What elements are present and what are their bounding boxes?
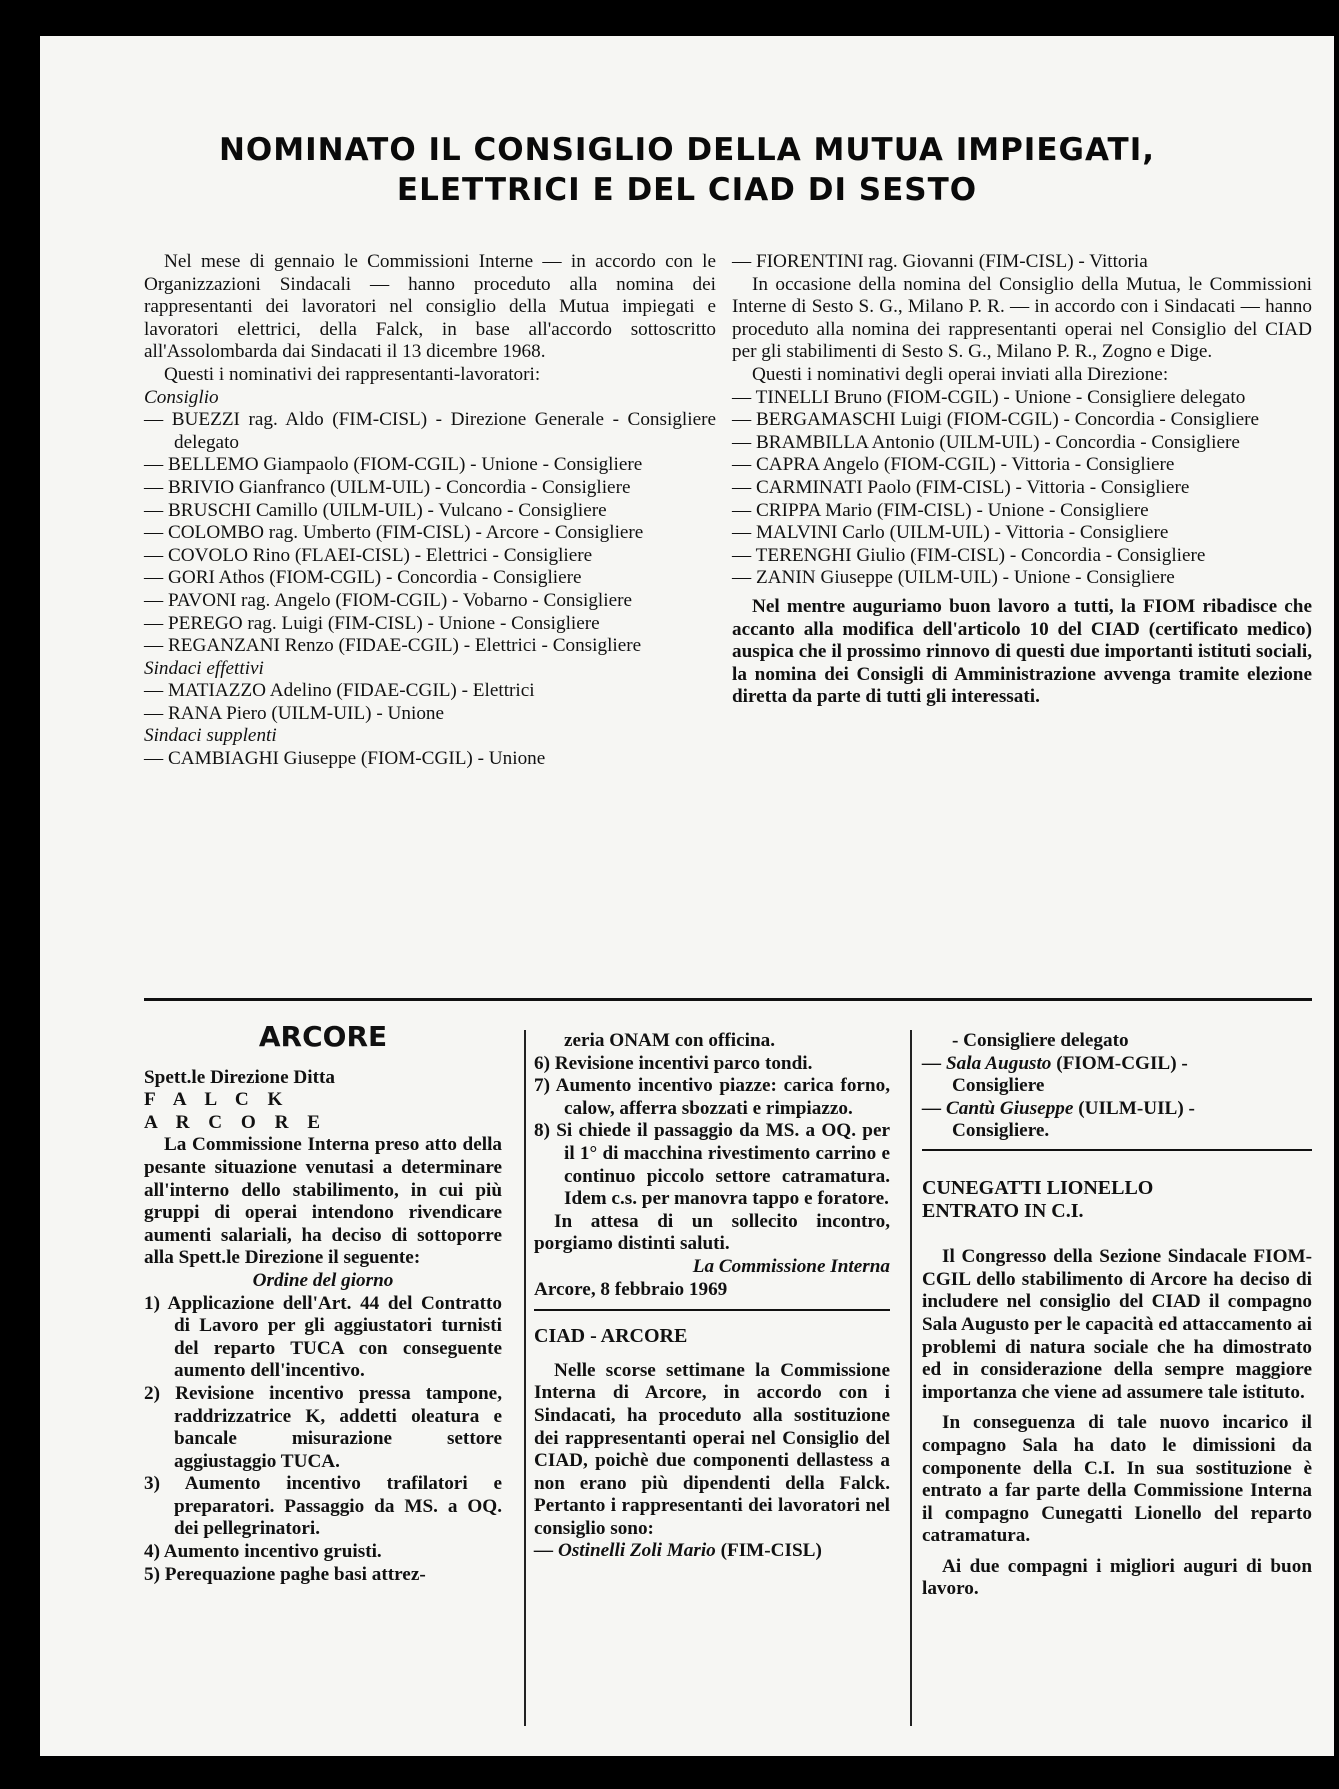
- headline-line-1: NOMINATO IL CONSIGLIO DELLA MUTUA IMPIEGATI,: [218, 132, 1156, 168]
- arcore-column-3: [922, 1030, 1312, 1601]
- sindaci-effettivi-heading: Sindaci effettivi: [144, 657, 264, 679]
- list-item: — CRIPPA Mario (FIM-CISL) - Unione - Consigliere: [732, 499, 1149, 521]
- list-item: — BUEZZI rag. Aldo (FIM-CISL) - Direzione Generale - Consigliere delegato: [144, 409, 716, 453]
- list-item: — FIORENTINI rag. Giovanni (FIM-CISL) - Vittoria: [732, 251, 1148, 272]
- ciad-arcore-body: Nelle scorse settimane la Commissione Interna di Arcore, in accordo con i Sindacati, ha proceduto alla sostituzione dei rappresentanti operai nel Consiglio del CIAD, poichè due componenti dellastess a non erano più dipendenti della Falck. Pertanto i rappresentanti dei lavoratori nel consiglio sono:: [534, 1359, 890, 1539]
- section-divider: [144, 998, 1312, 1001]
- arcore-closing: In attesa di un sollecito incontro, porgiamo distinti saluti.: [534, 1210, 890, 1255]
- list-item: — PAVONI rag. Angelo (FIOM-CGIL) - Vobarno - Consigliere: [144, 589, 633, 611]
- odg-item: 6) Revisione incentivi parco tondi.: [534, 1052, 813, 1074]
- sindaci-supplenti-heading: Sindaci supplenti: [144, 725, 277, 747]
- list-item: — CAPRA Angelo (FIOM-CGIL) - Vittoria - Consigliere: [732, 454, 1175, 476]
- address-line: F A L C K: [144, 1089, 290, 1111]
- odg-item: 4) Aumento incentivo gruisti.: [144, 1541, 382, 1563]
- signature: La Commissione Interna: [692, 1255, 890, 1277]
- consiglio-list: [144, 409, 716, 658]
- list-item: — BRAMBILLA Antonio (UILM-UIL) - Concordia - Consigliere: [732, 431, 1240, 453]
- subsection-divider: [922, 1149, 1312, 1151]
- list-item: — TERENGHI Giulio (FIM-CISL) - Concordia - Consigliere: [732, 544, 1206, 566]
- mutua-column: [144, 251, 716, 771]
- odg-item: 1) Applicazione dell'Art. 44 del Contratto di Lavoro per gli aggiustatori turnisti del reparto TUCA con conseguente aumento dell'incentivo.: [144, 1292, 502, 1382]
- column-divider: [910, 1030, 912, 1726]
- address-line: A R C O R E: [144, 1111, 328, 1133]
- list-item: — TINELLI Bruno (FIOM-CGIL) - Unione - Consigliere delegato: [732, 386, 1246, 408]
- odg-item: 3) Aumento incentivo trafilatori e preparatori. Passaggio da MS. a OQ. dei pellegrinatori.: [144, 1473, 502, 1540]
- member-name: — Sala Augusto: [922, 1052, 1052, 1074]
- cunegatti-paragraph: In conseguenza di tale nuovo incarico il compagno Sala ha dato le dimissioni da componente della C.I. In sua sostituzione è entrato a far parte della Commissione Interna il compagno Cunegatti Lionello del reparto catramatura.: [922, 1412, 1312, 1547]
- address-line: Spett.le Direzione Ditta: [144, 1066, 335, 1088]
- member-name: — Ostinelli Zoli Mario: [534, 1540, 716, 1562]
- letter-date: Arcore, 8 febbraio 1969: [534, 1278, 728, 1300]
- list-item: — ZANIN Giuseppe (UILM-UIL) - Unione - Consigliere: [732, 567, 1175, 589]
- ciad-arcore-heading: CIAD - ARCORE: [534, 1325, 688, 1348]
- list-item: — BRIVIO Gianfranco (UILM-UIL) - Concordia - Consigliere: [144, 476, 631, 498]
- list-item: — BRUSCHI Camillo (UILM-UIL) - Vulcano - Consigliere: [144, 499, 607, 521]
- list-item: — COLOMBO rag. Umberto (FIM-CISL) - Arcore - Consigliere: [144, 522, 644, 544]
- fiom-closing: Nel mentre auguriamo buon lavoro a tutti, la FIOM ribadisce che accanto alla modifica dell'articolo 10 del CIAD (certificato medico) auspica che il prossimo rinnovo di questi due importanti istituti sociali, la nomina dei Consigli di Amministrazione avvenga tramite elezione diretta da parte di tutti gli interessati.: [732, 595, 1312, 708]
- list-item: — CAMBIAGHI Giuseppe (FIOM-CGIL) - Unione: [144, 748, 546, 770]
- member-name: — Cantù Giuseppe: [922, 1097, 1074, 1119]
- list-item: — COVOLO Rino (FLAEI-CISL) - Elettrici - Consigliere: [144, 544, 593, 566]
- arcore-column-1: [144, 1020, 502, 1586]
- consiglio-heading: Consiglio: [144, 386, 219, 408]
- list-item: — CARMINATI Paolo (FIM-CISL) - Vittoria - Consigliere: [732, 476, 1190, 498]
- subsection-divider: [534, 1309, 890, 1311]
- ciad-paragraph: In occasione della nomina del Consiglio della Mutua, le Commissioni Interne di Sesto S. G., Milano P. R. — in accordo con i Sindacati — hanno proceduto alla nomina dei rappresentanti operai nel Consiglio del CIAD per gli stabilimenti di Sesto S. G., Milano P. R., Zogno e Dige.: [732, 273, 1312, 363]
- odg-item: 5) Perequazione paghe basi attrez-: [144, 1563, 426, 1585]
- headline-line-2: ELETTRICI E DEL CIAD DI SESTO: [396, 172, 978, 208]
- cunegatti-paragraph: Ai due compagni i migliori auguri di buon lavoro.: [922, 1555, 1312, 1600]
- cunegatti-heading: CUNEGATTI LIONELLO: [922, 1176, 1154, 1199]
- member-union: (FIOM-CGIL) -: [1051, 1052, 1188, 1074]
- ciad-member: [922, 1053, 1312, 1076]
- member-role: - Consigliere delegato: [952, 1030, 1129, 1051]
- list-item: — GORI Athos (FIOM-CGIL) - Concordia - Consigliere: [144, 567, 582, 589]
- list-intro: Questi i nominativi dei rappresentanti-lavoratori:: [164, 363, 541, 385]
- member-union: (FIM-CISL): [715, 1540, 822, 1562]
- ciad-member: [922, 1098, 1312, 1121]
- list-item: — PEREGO rag. Luigi (FIM-CISL) - Unione - Consigliere: [144, 612, 600, 634]
- ciad-sesto-column: [732, 251, 1312, 709]
- list-item: — BERGAMASCHI Luigi (FIOM-CGIL) - Concordia - Consigliere: [732, 409, 1260, 431]
- arcore-heading: ARCORE: [258, 1020, 388, 1053]
- cunegatti-heading: ENTRATO IN C.I.: [922, 1199, 1084, 1222]
- list-intro: Questi i nominativi degli operai inviati alla Direzione:: [752, 363, 1169, 385]
- odg-item: 8) Si chiede il passaggio da MS. a OQ. per il 1° di macchina rivestimento carrino e continuo piccolo settore catramatura. Idem c.s. per manovra tappo e foratore.: [534, 1120, 890, 1210]
- arcore-column-2: [534, 1030, 890, 1563]
- cunegatti-paragraph: Il Congresso della Sezione Sindacale FIOM-CGIL dello stabilimento di Arcore ha deciso di includere nel consiglio del CIAD il compagno Sala Augusto per le capacità ed attaccamento ai problemi di natura sociale che ha dimostrato ed in considerazione della sempre maggiore importanza che viene ad assumere tale istituto.: [922, 1246, 1312, 1403]
- list-item: — MALVINI Carlo (UILM-UIL) - Vittoria - Consigliere: [732, 522, 1169, 544]
- odg-item: 7) Aumento incentivo piazze: carica forno, calow, afferra sbozzati e rimpiazzo.: [534, 1075, 890, 1119]
- member-role: Consigliere.: [952, 1120, 1050, 1142]
- list-item: — BELLEMO Giampaolo (FIOM-CGIL) - Unione - Consigliere: [144, 454, 643, 476]
- odg-heading: Ordine del giorno: [252, 1269, 394, 1291]
- column-divider: [524, 1030, 526, 1726]
- odg-item: 2) Revisione incentivo pressa tampone, raddrizzatrice K, addetti oleatura e bancale misurazione settore aggiustaggio TUCA.: [144, 1382, 502, 1472]
- member-role: Consigliere: [952, 1075, 1045, 1097]
- list-item: — REGANZANI Renzo (FIDAE-CGIL) - Elettrici - Consigliere: [144, 635, 642, 657]
- odg-item-continued: zeria ONAM con officina.: [564, 1030, 776, 1051]
- list-item: — MATIAZZO Adelino (FIDAE-CGIL) - Elettrici: [144, 680, 535, 702]
- document-page: [40, 36, 1334, 1756]
- intro-paragraph: Nel mese di gennaio le Commissioni Interne — in accordo con le Organizzazioni Sindacali — hanno proceduto alla nomina dei rappresentanti dei lavoratori nel consiglio della Mutua impiegati e lavoratori elettrici, della Falck, in base all'accordo sottoscritto all'Assolombarda dai Sindacati il 13 dicembre 1968.: [144, 251, 716, 363]
- ciad-member: [534, 1540, 890, 1563]
- member-union: (UILM-UIL) -: [1073, 1097, 1195, 1119]
- ciad-member-list: [732, 387, 1312, 590]
- list-item: — RANA Piero (UILM-UIL) - Unione: [144, 702, 445, 724]
- arcore-intro: La Commissione Interna preso atto della pesante situazione venutasi a determinare all'interno dello stabilimento, in cui più gruppi di operai intendono rivendicare aumenti salariali, ha deciso di sottoporre alla Spett.le Direzione il seguente:: [144, 1134, 502, 1269]
